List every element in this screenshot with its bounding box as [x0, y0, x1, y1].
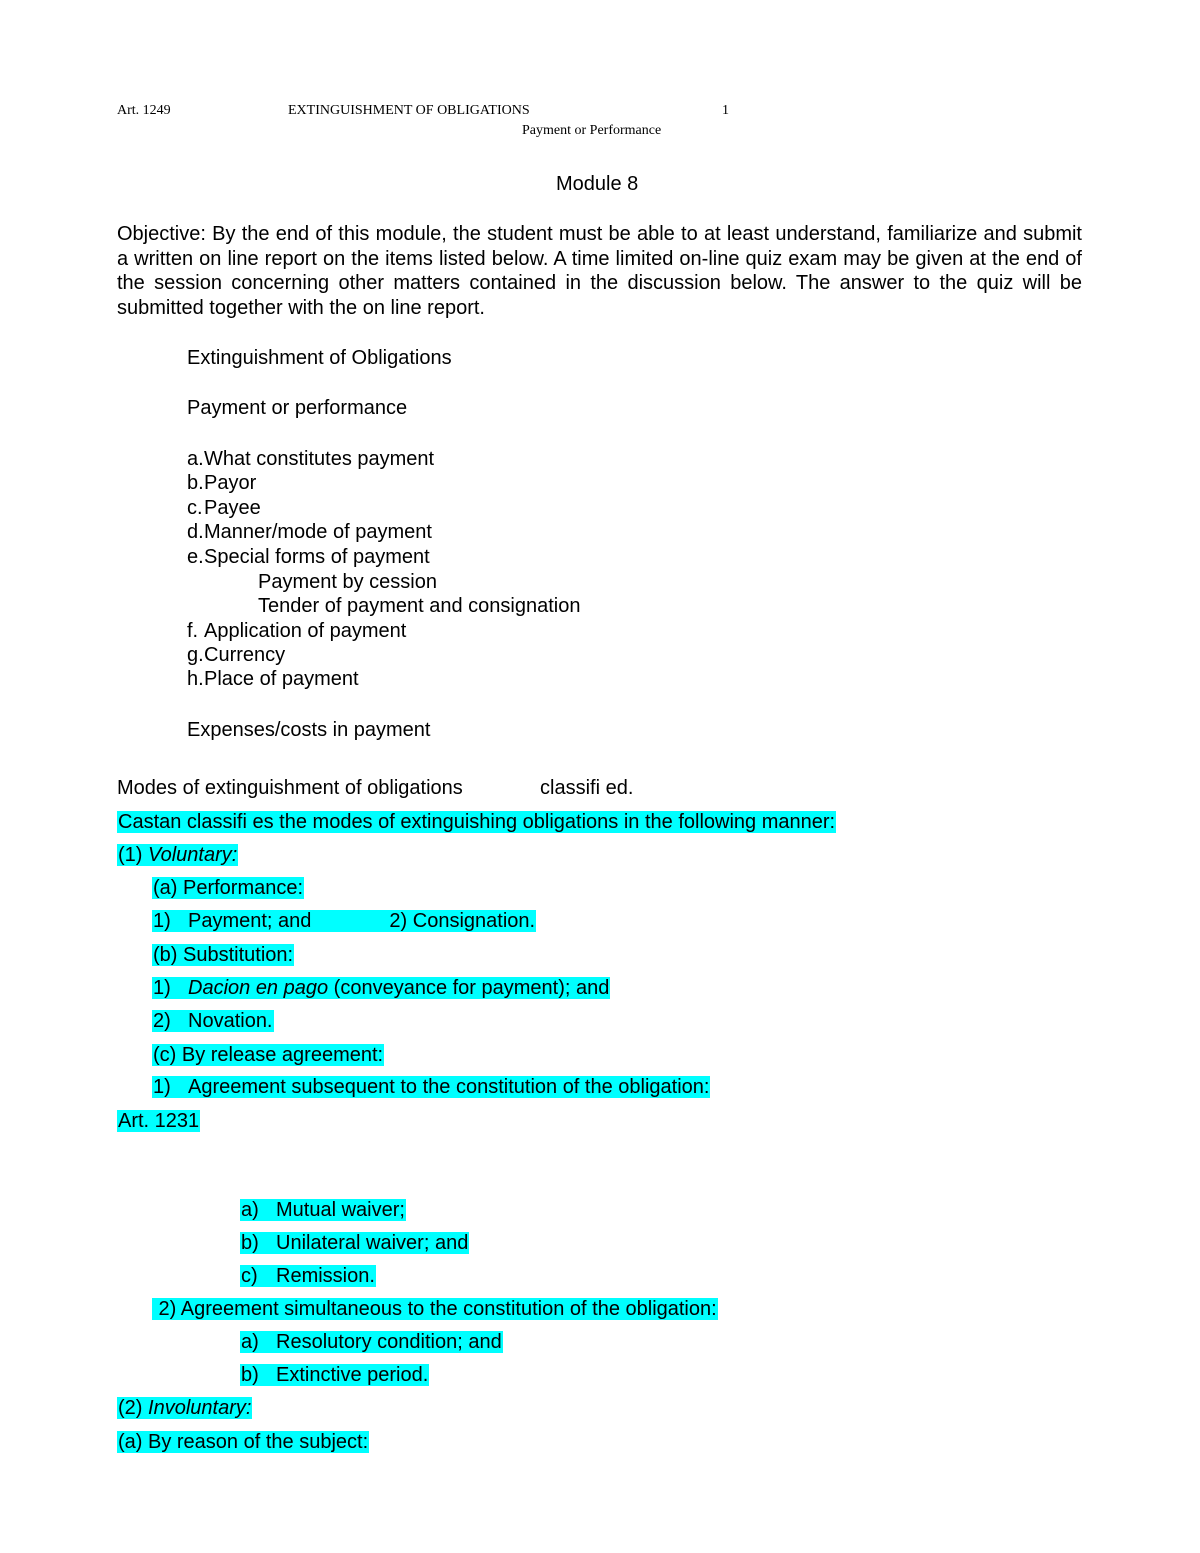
module-title: Module 8	[556, 173, 639, 195]
outline-item: g.Currency	[187, 644, 286, 666]
header-subtitle: Payment or Performance	[522, 123, 662, 138]
outline-item: f. Application of payment	[187, 620, 407, 642]
modes-classified: classifi ed.	[540, 777, 634, 799]
outline-subitem: Payment by cession	[258, 571, 437, 593]
subsequent-line: 1) Agreement subsequent to the constitution of the obligation:	[153, 1076, 710, 1098]
substitution-heading: (b) Substitution:	[153, 944, 294, 966]
payment-line: 1) Payment; and 2) Consignation.	[153, 910, 536, 932]
condition-item: b) Extinctive period.	[241, 1364, 429, 1386]
outline-item: c.Payee	[187, 497, 261, 519]
outline-item: b.Payor	[187, 472, 257, 494]
outline-heading: Extinguishment of Obligations	[187, 347, 452, 369]
novation-line: 2) Novation.	[153, 1010, 273, 1032]
modes-lead: Modes of extinguishment of obligations	[117, 777, 463, 799]
outline-item: d.Manner/mode of payment	[187, 521, 432, 543]
voluntary-heading: (1) Voluntary:	[118, 844, 238, 866]
header-title: EXTINGUISHMENT OF OBLIGATIONS	[288, 103, 530, 118]
waiver-item: c) Remission.	[241, 1265, 375, 1287]
castan-line: Castan classifi es the modes of extinguishing obligations in the following manner:	[118, 811, 836, 833]
outline-item: e.Special forms of payment	[187, 546, 430, 568]
condition-item: a) Resolutory condition; and	[241, 1331, 502, 1353]
waiver-item: b) Unilateral waiver; and	[241, 1232, 469, 1254]
outline-item: a.What constitutes payment	[187, 448, 435, 470]
objective-paragraph: Objective: By the end of this module, the student must be able to at least understand, familiarize and submit a written on line report on the items listed below. A time limited on-line quiz exam may be given at the end of the session concerning other matters contained in the discussion below. The answer to the quiz will be submitted together with the on line report.	[117, 223, 1082, 319]
simultaneous-line: 2) Agreement simultaneous to the constitution of the obligation:	[153, 1298, 717, 1320]
outline-subitem: Tender of payment and consignation	[258, 595, 581, 617]
header-page-number: 1	[722, 103, 729, 118]
outline-item: h.Place of payment	[187, 668, 359, 690]
waiver-item: a) Mutual waiver;	[241, 1199, 405, 1221]
dacion-line: 1) Dacion en pago (conveyance for payment); and	[153, 977, 610, 999]
outline-expenses: Expenses/costs in payment	[187, 719, 431, 741]
article-reference: Art. 1231	[118, 1110, 200, 1132]
involuntary-heading: (2) Involuntary:	[118, 1397, 252, 1419]
subject-heading: (a) By reason of the subject:	[118, 1431, 369, 1453]
outline-subheading: Payment or performance	[187, 397, 408, 419]
release-heading: (c) By release agreement:	[153, 1044, 384, 1066]
performance-heading: (a) Performance:	[153, 877, 304, 899]
header-article: Art. 1249	[117, 103, 171, 118]
